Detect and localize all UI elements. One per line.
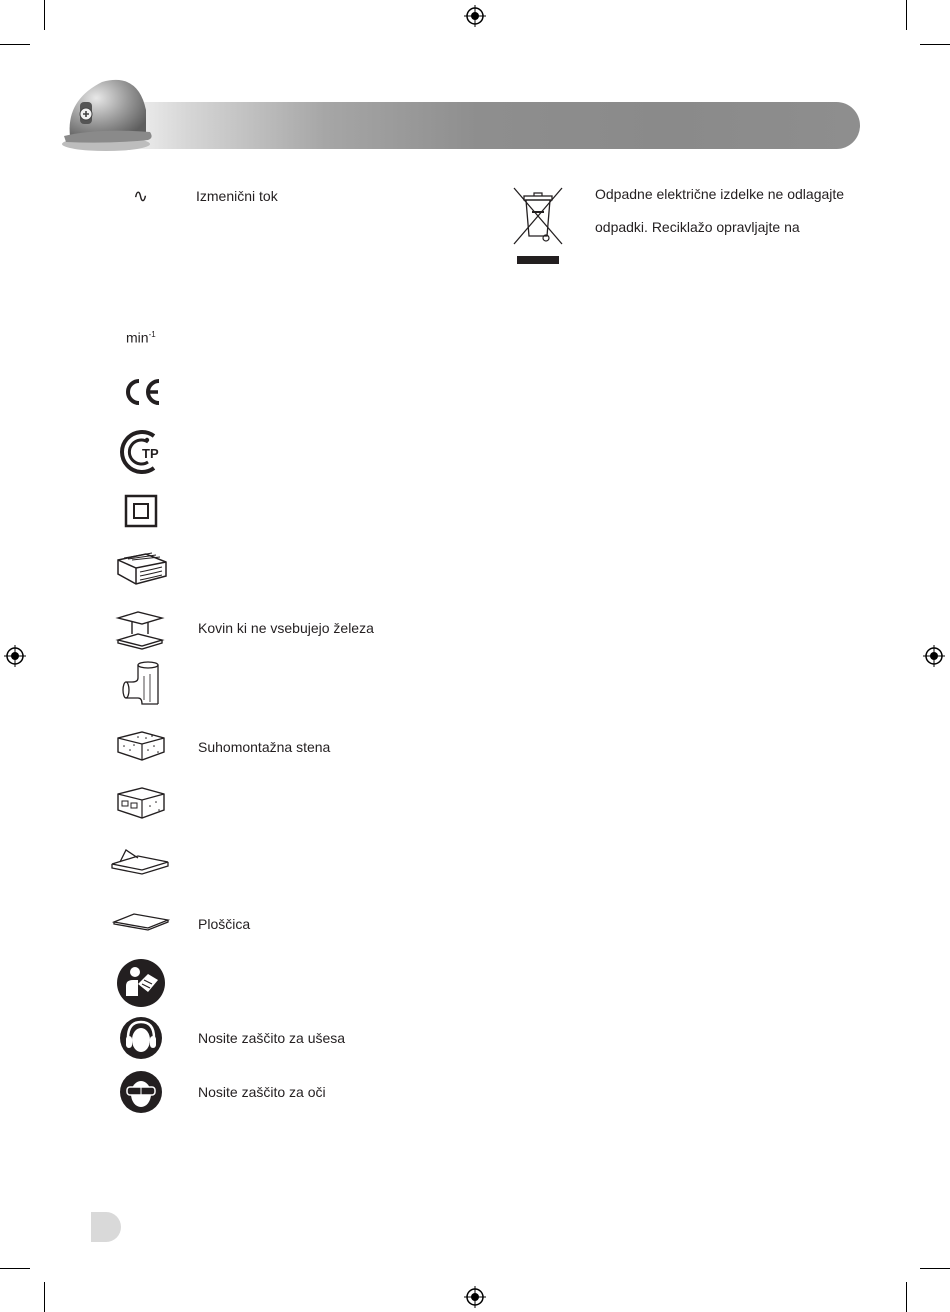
symbol-label: Nosite zaščito za ušesa <box>198 1030 346 1046</box>
registration-mark-icon <box>464 5 486 27</box>
symbol-label: Nosite zaščito za oči <box>198 1084 326 1100</box>
safety-helmet-icon <box>58 70 158 154</box>
symbol-label: Ploščica <box>198 916 251 932</box>
crop-mark <box>44 0 45 30</box>
registration-mark-icon <box>4 645 26 667</box>
non-ferrous-metal-icon <box>114 610 166 650</box>
brick-icon <box>114 786 168 822</box>
svg-text:TP: TP <box>142 446 159 461</box>
ce-mark-icon <box>120 375 162 409</box>
crop-mark <box>906 1282 907 1312</box>
plastic-pipe-icon <box>120 660 162 708</box>
gost-mark-icon <box>116 428 168 476</box>
min-unit-icon <box>126 326 156 347</box>
section-header-bar <box>96 102 860 149</box>
drywall-icon <box>114 730 168 764</box>
crop-mark <box>0 1268 30 1269</box>
registration-mark-icon <box>923 645 945 667</box>
registration-mark-icon <box>464 1286 486 1308</box>
crop-mark <box>906 0 907 30</box>
read-manual-icon <box>116 958 166 1008</box>
crossed-out-bin-icon <box>512 186 564 266</box>
class-ii-insulation-icon <box>124 494 158 528</box>
tile-icon <box>112 910 170 932</box>
weee-text-line-2: odpadki. Reciklažo opravljajte na <box>595 219 800 235</box>
crop-mark <box>0 44 30 45</box>
unit-text: min <box>126 329 149 346</box>
page-number-tab <box>91 1212 121 1242</box>
eye-protection-icon <box>119 1070 163 1114</box>
alternating-current-icon: ∿ <box>133 186 149 206</box>
symbol-label: Izmenični tok <box>196 188 278 204</box>
crop-mark <box>920 1268 950 1269</box>
wood-material-icon <box>112 550 168 588</box>
weee-text-line-1: Odpadne električne izdelke ne odlagajte <box>595 186 845 202</box>
concrete-slab-icon <box>110 846 170 878</box>
symbol-label: Suhomontažna stena <box>198 739 331 755</box>
crop-mark <box>44 1282 45 1312</box>
ear-protection-icon <box>119 1016 163 1060</box>
crop-mark <box>920 44 950 45</box>
symbol-label: Kovin ki ne vsebujejo železa <box>198 620 374 636</box>
unit-exponent: -1 <box>148 330 156 339</box>
